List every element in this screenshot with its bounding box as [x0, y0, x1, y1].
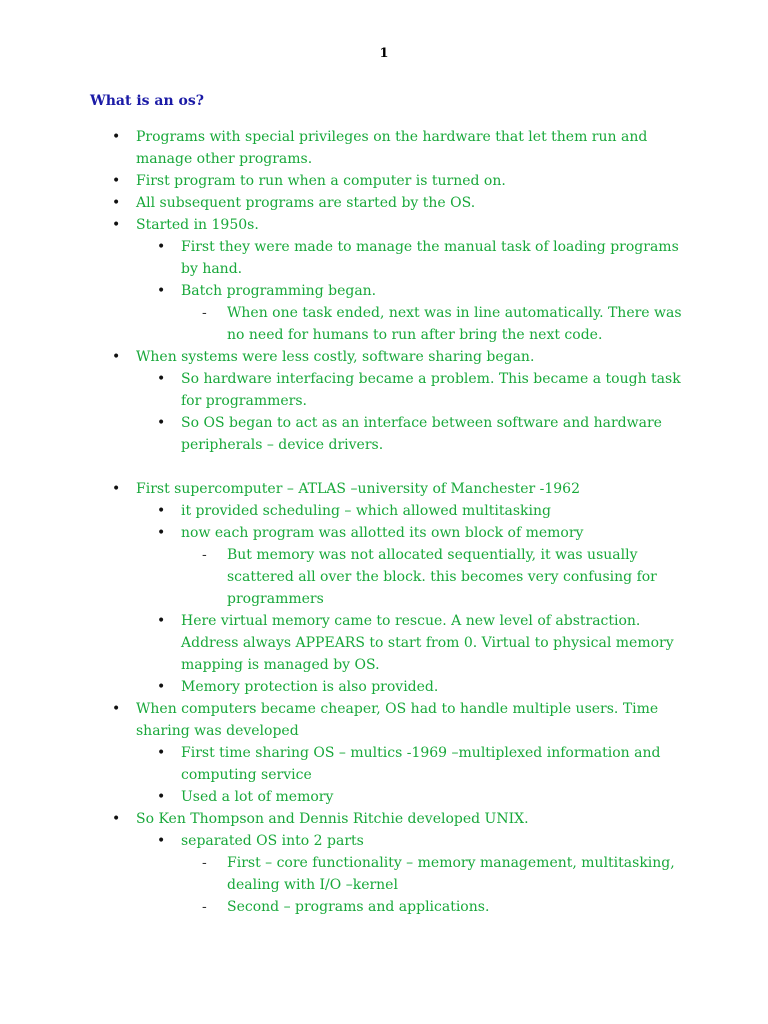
bullet-marker: • — [112, 195, 121, 211]
list-item — [90, 742, 690, 786]
list-item-text: Programs with special privileges on the hardware that let them run and manage other programs. — [136, 129, 648, 167]
list-item — [90, 478, 690, 500]
list-item — [90, 346, 690, 368]
list-item — [90, 544, 690, 610]
list-item — [90, 412, 690, 456]
bullet-marker: • — [112, 129, 121, 145]
list-item — [90, 522, 690, 544]
list-item — [90, 302, 690, 346]
bullet-marker: • — [112, 217, 121, 233]
bullet-marker: • — [157, 745, 166, 761]
bullet-marker: • — [112, 173, 121, 189]
list-item-text: First time sharing OS – multics -1969 –multiplexed information and computing service — [181, 745, 661, 783]
bullet-marker: • — [157, 283, 166, 299]
bullet-marker: • — [112, 349, 121, 365]
list-item — [90, 236, 690, 280]
list-item — [90, 368, 690, 412]
bullet-marker: • — [157, 679, 166, 695]
dash-marker: - — [202, 547, 207, 563]
list-item — [90, 676, 690, 698]
bullet-marker: • — [157, 613, 166, 629]
list-item-text: So OS began to act as an interface between software and hardware peripherals – device drivers. — [181, 415, 662, 453]
list-item-text: separated OS into 2 parts — [181, 833, 364, 849]
list-item-text: First – core functionality – memory management, multitasking, dealing with I/O –kernel — [227, 855, 675, 893]
list-item-text: First program to run when a computer is turned on. — [136, 173, 506, 189]
list-item-text: So Ken Thompson and Dennis Ritchie developed UNIX. — [136, 811, 529, 827]
list-item-text: When systems were less costly, software sharing began. — [136, 349, 535, 365]
list-item — [90, 786, 690, 808]
list-item-text: But memory was not allocated sequentially, it was usually scattered all over the block. this becomes very confusing for programmers — [227, 547, 657, 607]
list-item — [90, 610, 690, 676]
outline-list — [90, 126, 690, 918]
list-item — [90, 214, 690, 236]
list-item-text: So hardware interfacing became a problem. This became a tough task for programmers. — [181, 371, 681, 409]
dash-marker: - — [202, 899, 207, 915]
list-item-text: it provided scheduling – which allowed multitasking — [181, 503, 551, 519]
list-item — [90, 280, 690, 302]
bullet-marker: • — [157, 525, 166, 541]
list-item — [90, 126, 690, 170]
list-item-text: Second – programs and applications. — [227, 899, 490, 915]
bullet-marker: • — [157, 833, 166, 849]
list-item-text: Started in 1950s. — [136, 217, 259, 233]
list-item-text: First supercomputer – ATLAS –university of Manchester -1962 — [136, 481, 580, 497]
dash-marker: - — [202, 305, 207, 321]
list-item — [90, 500, 690, 522]
list-item-text: now each program was allotted its own block of memory — [181, 525, 584, 541]
list-item — [90, 896, 690, 918]
bullet-marker: • — [112, 701, 121, 717]
list-item — [90, 852, 690, 896]
bullet-marker: • — [112, 811, 121, 827]
bullet-marker: • — [112, 481, 121, 497]
bullet-marker: • — [157, 789, 166, 805]
page-number: 1 — [379, 46, 389, 61]
list-item-text: When one task ended, next was in line automatically. There was no need for humans to run after bring the next code. — [227, 305, 682, 343]
list-item-text: When computers became cheaper, OS had to handle multiple users. Time sharing was developed — [136, 701, 659, 739]
list-item-text: Here virtual memory came to rescue. A new level of abstraction. Address always APPEARS to start from 0. Virtual to physical memory mapping is managed by OS. — [181, 613, 674, 673]
blank-line — [90, 456, 690, 478]
list-item-text: First they were made to manage the manual task of loading programs by hand. — [181, 239, 679, 277]
list-item-text: Used a lot of memory — [181, 789, 334, 805]
page-heading: What is an os? — [90, 93, 204, 109]
list-item-text: Batch programming began. — [181, 283, 377, 299]
list-item — [90, 192, 690, 214]
dash-marker: - — [202, 855, 207, 871]
list-item — [90, 698, 690, 742]
bullet-marker: • — [157, 415, 166, 431]
bullet-marker: • — [157, 239, 166, 255]
list-item — [90, 170, 690, 192]
list-item-text: Memory protection is also provided. — [181, 679, 439, 695]
list-item-text: All subsequent programs are started by the OS. — [136, 195, 476, 211]
list-item — [90, 830, 690, 852]
bullet-marker: • — [157, 503, 166, 519]
bullet-marker: • — [157, 371, 166, 387]
list-item — [90, 808, 690, 830]
